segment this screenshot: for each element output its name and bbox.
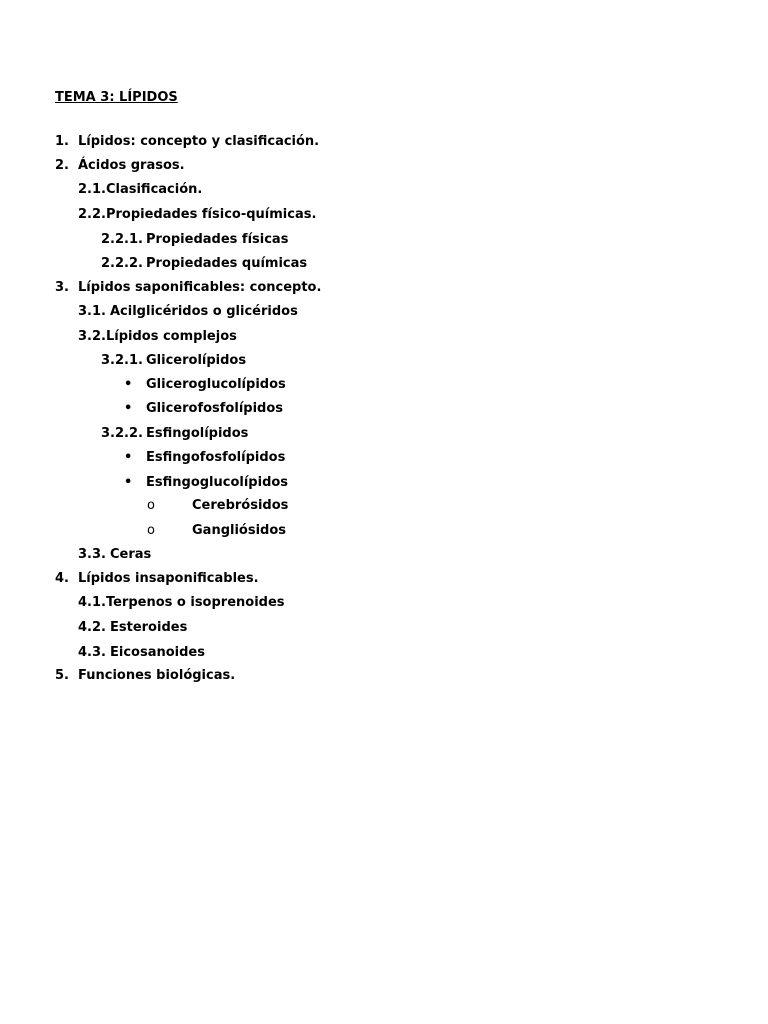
item-number: 3.2.2. bbox=[101, 426, 143, 441]
item-text: Lípidos complejos bbox=[105, 329, 237, 344]
item-text: Eicosanoides bbox=[110, 645, 205, 660]
item-number: 2.2.1. bbox=[101, 232, 143, 247]
item-text: Glicerolípidos bbox=[146, 353, 247, 368]
item-number: 4.2. bbox=[78, 620, 106, 635]
item-number: 3.1. bbox=[78, 304, 106, 319]
item-text: Acilglicéridos o glicéridos bbox=[110, 304, 298, 319]
item-text: Cerebrósidos bbox=[192, 498, 289, 513]
outline-item-3 bbox=[55, 279, 321, 297]
outline-item-4-2 bbox=[78, 619, 187, 637]
bullet-icon: • bbox=[124, 450, 133, 465]
outline-item-3-2-2 bbox=[101, 425, 248, 443]
circle-bullet-icon: o bbox=[147, 523, 155, 538]
outline-item-4 bbox=[55, 570, 259, 588]
item-number: 2.2.2. bbox=[101, 256, 143, 271]
item-text: Terpenos o isoprenoides bbox=[105, 595, 285, 610]
item-text: Propiedades físicas bbox=[146, 232, 289, 247]
outline-item-4-3 bbox=[78, 644, 205, 662]
circle-bullet-icon: o bbox=[147, 498, 155, 513]
sub-bullet-item bbox=[147, 522, 286, 540]
outline-item-5 bbox=[55, 667, 235, 685]
outline-item-2-2-2 bbox=[101, 255, 307, 273]
item-text: Clasificación. bbox=[105, 182, 203, 197]
item-number: 1. bbox=[55, 134, 69, 149]
outline-item-3-1 bbox=[78, 303, 298, 321]
outline-item-3-3 bbox=[78, 546, 151, 564]
item-text: Lípidos saponificables: concepto. bbox=[78, 280, 322, 295]
bullet-icon: • bbox=[124, 377, 133, 392]
outline-item-4-1 bbox=[78, 594, 285, 612]
item-text: Ácidos grasos. bbox=[78, 158, 185, 173]
item-text: Propiedades químicas bbox=[146, 256, 308, 271]
item-text: Gangliósidos bbox=[192, 523, 287, 538]
outline-item-2-2 bbox=[78, 206, 316, 224]
item-number: 3. bbox=[55, 280, 69, 295]
document-title: TEMA 3: LÍPIDOS bbox=[55, 90, 178, 105]
item-text: Lípidos insaponificables. bbox=[78, 571, 259, 586]
bullet-item bbox=[124, 449, 285, 467]
bullet-icon: • bbox=[124, 401, 133, 416]
item-text: Esfingoglucolípidos bbox=[146, 475, 289, 490]
item-number: 3.2. bbox=[78, 329, 106, 344]
item-number: 2. bbox=[55, 158, 69, 173]
outline-item-2-1 bbox=[78, 181, 202, 199]
item-text: Funciones biológicas. bbox=[78, 668, 236, 683]
item-text: Esteroides bbox=[110, 620, 188, 635]
item-number: 3.2.1. bbox=[101, 353, 143, 368]
item-text: Lípidos: concepto y clasificación. bbox=[78, 134, 320, 149]
item-text: Esfingolípidos bbox=[146, 426, 249, 441]
item-text: Propiedades físico-químicas. bbox=[105, 207, 317, 222]
outline-item-1 bbox=[55, 133, 319, 151]
item-number: 3.3. bbox=[78, 547, 106, 562]
outline-item-3-2 bbox=[78, 328, 237, 346]
item-number: 2.1. bbox=[78, 182, 106, 197]
item-number: 4.1. bbox=[78, 595, 106, 610]
item-number: 4.3. bbox=[78, 645, 106, 660]
item-text: Glicerofosfolípidos bbox=[146, 401, 284, 416]
item-text: Esfingofosfolípidos bbox=[146, 450, 286, 465]
outline-item-2 bbox=[55, 157, 185, 175]
outline-item-3-2-1 bbox=[101, 352, 246, 370]
item-text: Gliceroglucolípidos bbox=[146, 377, 286, 392]
bullet-icon: • bbox=[124, 475, 133, 490]
item-text: Ceras bbox=[110, 547, 152, 562]
item-number: 5. bbox=[55, 668, 69, 683]
bullet-item bbox=[124, 400, 283, 418]
item-number: 4. bbox=[55, 571, 69, 586]
outline-item-2-2-1 bbox=[101, 231, 288, 249]
bullet-item bbox=[124, 474, 288, 492]
item-number: 2.2. bbox=[78, 207, 106, 222]
sub-bullet-item bbox=[147, 497, 288, 515]
bullet-item bbox=[124, 376, 286, 394]
